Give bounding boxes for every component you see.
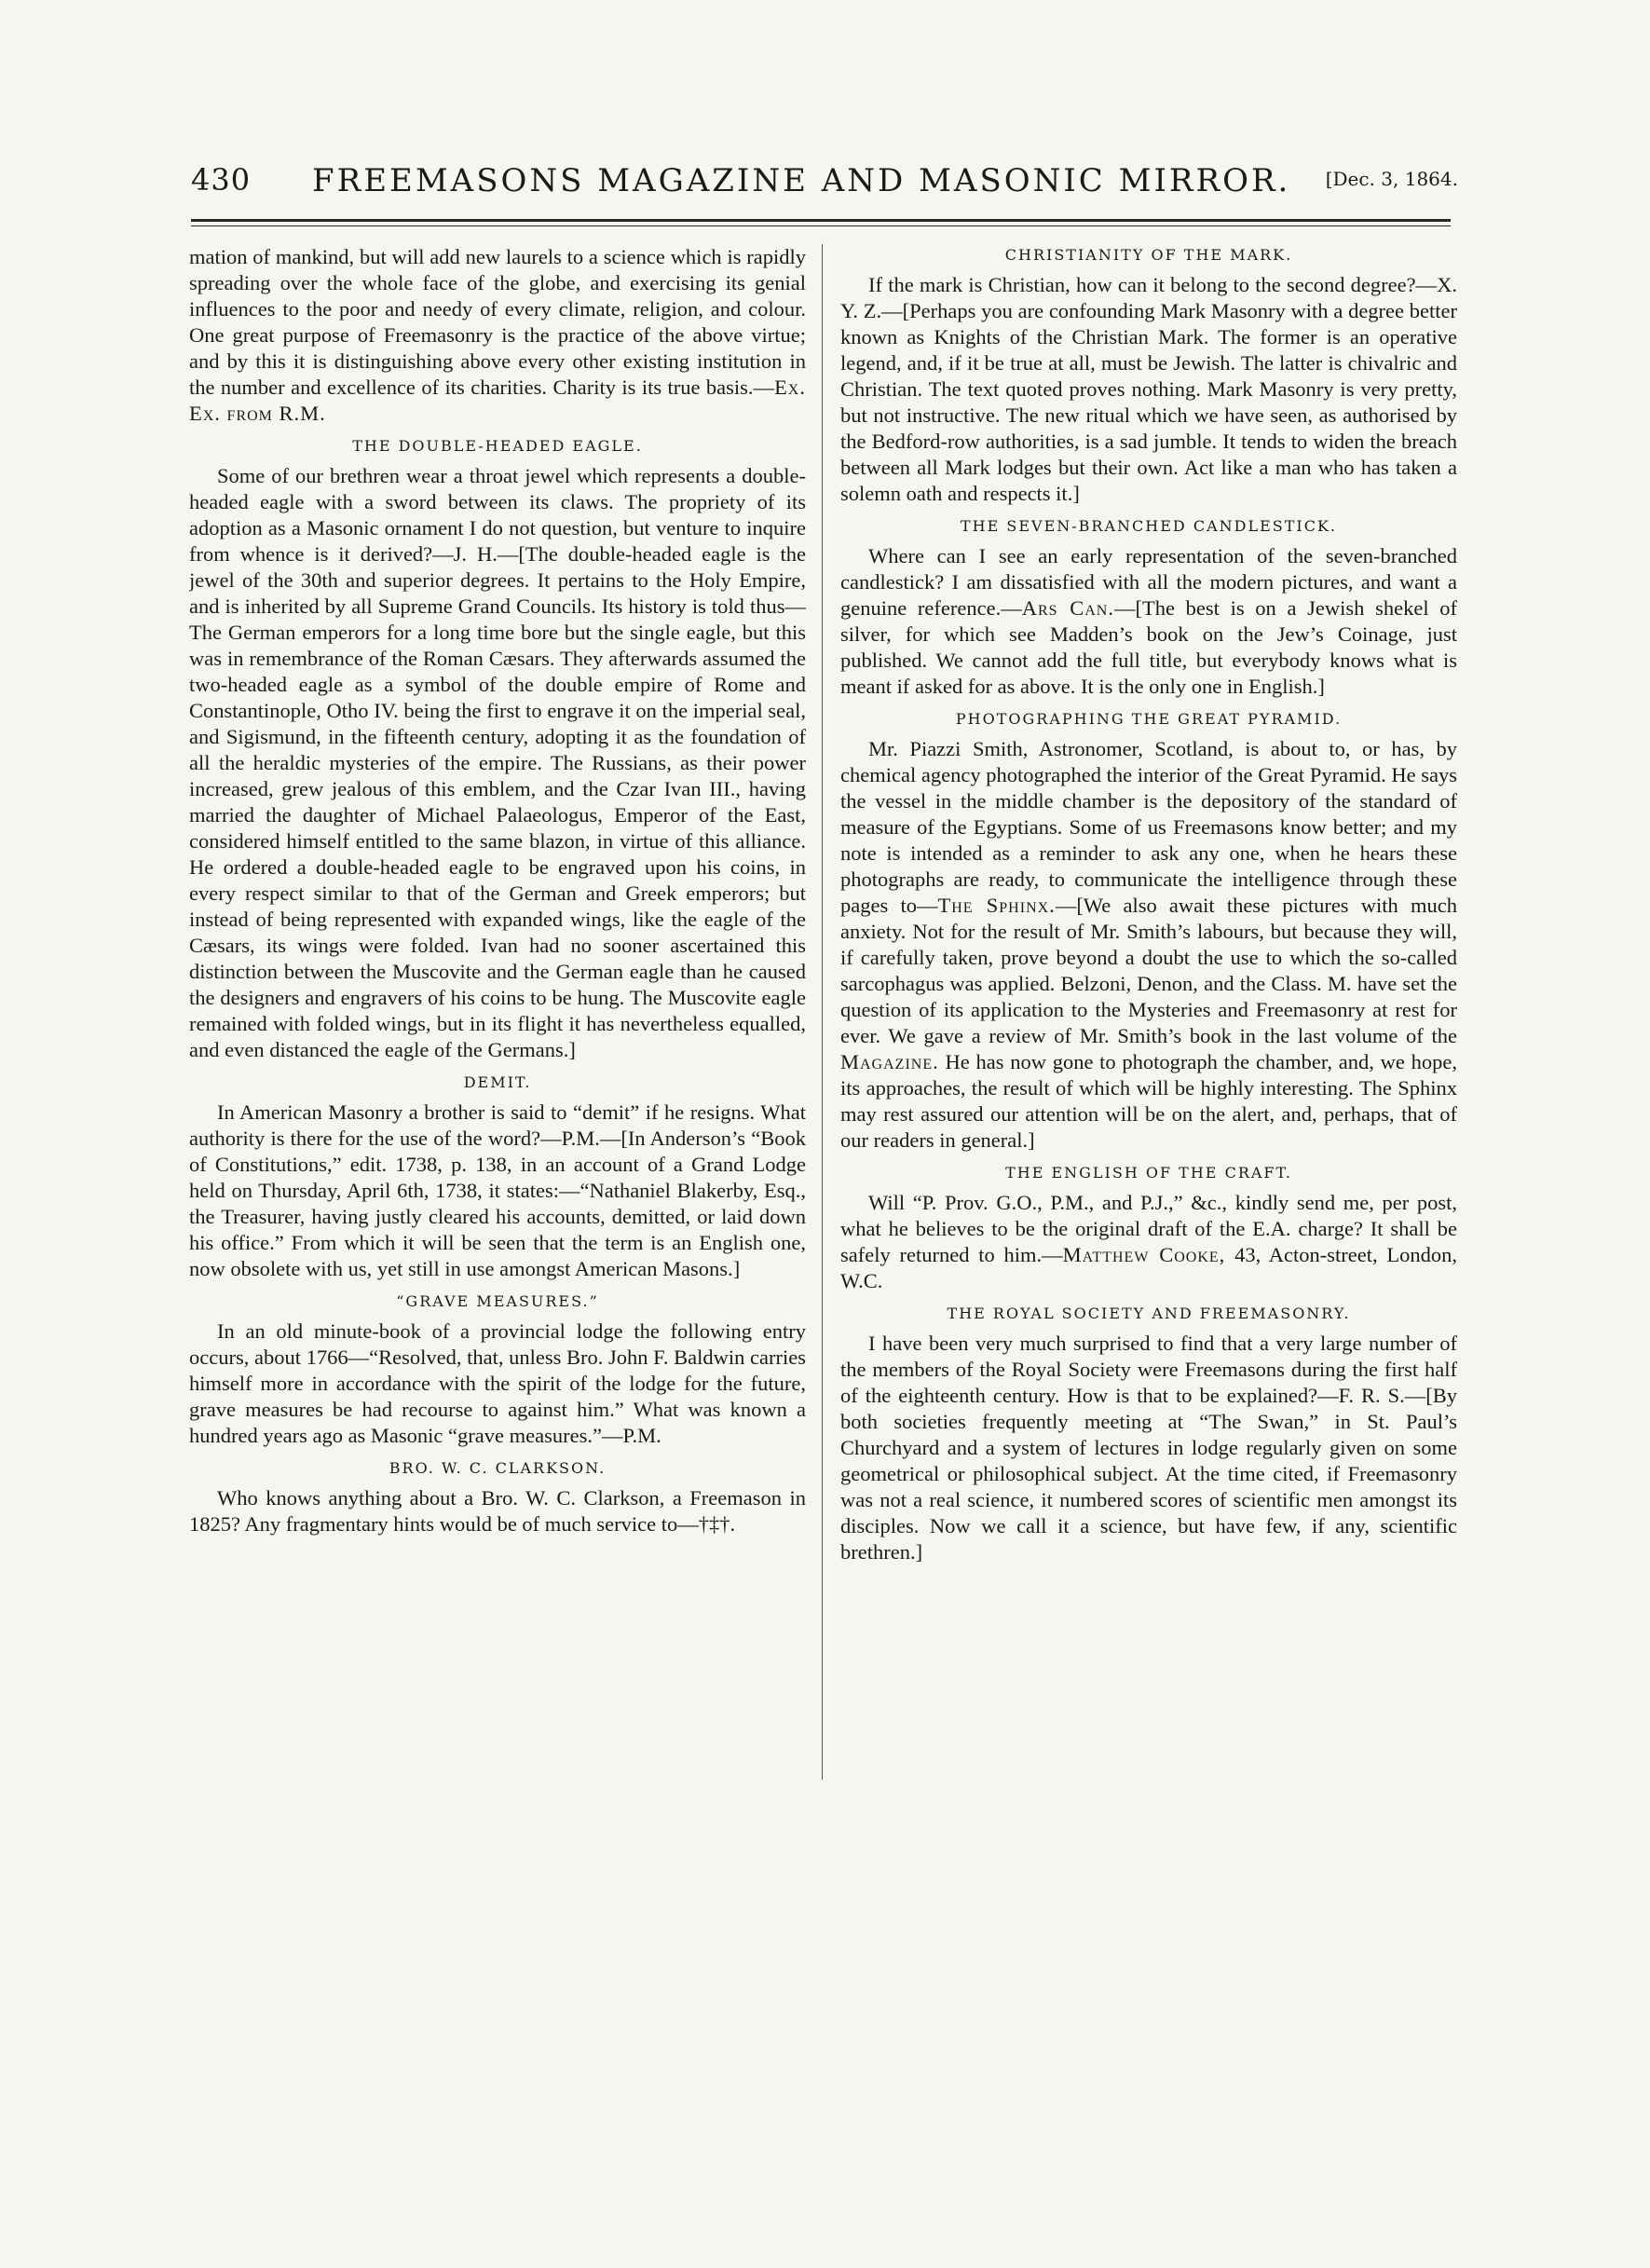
left-column xyxy=(189,244,806,1828)
pyramid-magazine-ref: Magazine. xyxy=(840,1050,939,1073)
section-text-candlestick xyxy=(840,543,1457,700)
section-text-clarkson: Who knows anything about a Bro. W. C. Clarkson, a Freemason in 1825? Any fragmentary hints would be of much service to—†‡†. xyxy=(189,1486,806,1536)
pyramid-query: Mr. Piazzi Smith, Astronomer, Scotland, is about to, or has, by chemical agency photographed the interior of the Great Pyramid. He says the vessel in the middle chamber is the depository of the standard of measure of the Egyptians. Some of us Freemasons know better; and my note is intended as a reminder to ask any one, when he hears these photographs are ready, to communicate the intelligence through these pages to— xyxy=(840,737,1457,917)
section-heading-pyramid: PHOTOGRAPHING THE GREAT PYRAMID. xyxy=(955,710,1343,728)
section-heading-royal-society: THE ROYAL SOCIETY AND FREEMASONRY. xyxy=(947,1305,1351,1322)
pyramid-answer: —[We also await these pictures with much anxiety. Not for the result of Mr. Smith’s labours, but because they will, if carefully taken, prove beyond a doubt the use to which the so-called sarcophagus was applied. Belzoni, Denon, and the Class. M. have set the question of its application to the Mysteries and Freemasonry at rest for ever. We gave a review of Mr. Smith’s book in the last volume of the xyxy=(840,894,1457,1047)
section-heading-mark: CHRISTIANITY OF THE MARK. xyxy=(1004,246,1293,264)
section-text-english-craft xyxy=(840,1190,1457,1294)
running-title: FREEMASONS MAGAZINE AND MASONIC MIRROR. xyxy=(312,162,1291,199)
section-text-royal-society: I have been very much surprised to find that a very large number of the members of the Royal Society were Freemasons during the first half of the eighteenth century. How is that to be explained?—F. R. S.—[By both societies frequently meeting at “The Swan,” in St. Paul’s Churchyard and a system of lectures in lodge regularly given on some geometrical or philosophical subject. At the time cited, if Freemasonry was not a real science, it numbered scores of scientific men amongst its disciples. Now we call it a science, but have few, if any, scientific brethren.] xyxy=(840,1332,1457,1564)
section-heading-grave-measures: “GRAVE MEASURES.” xyxy=(396,1292,599,1310)
candlestick-query: Where can I see an early representation of the seven-branched candlestick? I am dissatisfied with all the modern pictures, and want a genuine reference.— xyxy=(840,544,1457,620)
section-text-grave-measures: In an old minute-book of a provincial lodge the following entry occurs, about 1766—“Resolved, that, unless Bro. John F. Baldwin carries himself more in accordance with the spirit of the lodge for the future, grave measures be had recourse to against him.” What was known a hundred years ago as Masonic “grave measures.”—P.M. xyxy=(189,1319,806,1447)
page-header xyxy=(191,162,1458,211)
section-text-pyramid xyxy=(840,736,1457,1154)
section-heading-eagle: THE DOUBLE-HEADED EAGLE. xyxy=(352,437,643,455)
header-rule xyxy=(191,219,1451,222)
candlestick-signature: Ars Can. xyxy=(1021,596,1114,620)
pyramid-answer-end: He has now gone to photograph the chamber, and, we hope, its approaches, the result of which will be highly interesting. The Sphinx may rest assured our attention will be on the alert, and, perhaps, that of our readers in general.] xyxy=(840,1050,1457,1152)
section-heading-clarkson: BRO. W. C. CLARKSON. xyxy=(389,1459,607,1477)
section-text-demit: In American Masonry a brother is said to “demit” if he resigns. What authority is there for the use of the word?—P.M.—[In Anderson’s “Book of Constitutions,” edit. 1738, p. 138, in an account of a Grand Lodge held on Thursday, April 6th, 1738, it states:—“Nathaniel Blakerby, Esq., the Treasurer, having justly cleared his accounts, demitted, or laid down his office.” From which it will be seen that the term is an English one, now obsolete with us, yet still in use amongst American Masons.] xyxy=(189,1100,806,1280)
page-number: 430 xyxy=(191,162,252,198)
article-signature: Ex. Ex. from R.M. xyxy=(189,376,806,425)
english-craft-signature: Matthew Cooke, xyxy=(1062,1243,1226,1266)
right-column xyxy=(840,244,1457,1828)
pyramid-signature: The Sphinx. xyxy=(937,894,1056,917)
issue-date: [Dec. 3, 1864. xyxy=(1325,168,1458,190)
article-continuation-text: mation of mankind, but will add new laurels to a science which is rapidly spreading over the whole face of the globe, and exercising its genial influences to the poor and needy of every climate, religion, and colour. One great purpose of Freemasonry is the practice of the above virtue; and by this it is distinguishing above every other existing institution in the number and excellence of its charities. Charity is its true basis.— xyxy=(189,245,806,399)
header-rule-thin xyxy=(191,225,1451,226)
section-text-eagle: Some of our brethren wear a throat jewel which represents a double-headed eagle with a sword between its claws. The propriety of its adoption as a Masonic ornament I do not question, but venture to inquire from whence is it derived?—J. H.—[The double-headed eagle is the jewel of the 30th and superior degrees. It pertains to the Holy Empire, and is inherited by all Supreme Grand Councils. Its history is told thus—The German emperors for a long time bore but the single eagle, but this was in remembrance of the Roman Cæsars. They afterwards assumed the two-headed eagle as a symbol of the double empire of Rome and Constantinople, Otho IV. being the first to engrave it on the imperial seal, and Sigismund, in the fifteenth century, adopting it as the foundation of all the heraldic mysteries of the empire. The Russians, as their power increased, grew jealous of this emblem, and the Czar Ivan III., having married the daughter of Michael Palaeologus, Emperor of the East, considered himself entitled to the same blazon, in virtue of this alliance. He ordered a double-headed eagle to be engraved upon his coins, in every respect similar to that of the German and Greek emperors; but instead of being represented with expanded wings, like the eagle of the Cæsars, its wings were folded. Ivan had no sooner ascertained this distinction between the Muscovite and the German eagle than he caused the designers and engravers of his coins to be hung. The Muscovite eagle remained with folded wings, but in its flight it has nevertheless equalled, and even distanced the eagle of the Germans.] xyxy=(189,464,806,1061)
english-craft-address: 43, Acton-street, London, W.C. xyxy=(840,1243,1457,1292)
english-craft-query: Will “P. Prov. G.O., P.M., and P.J.,” &c., kindly send me, per post, what he believes to be the original draft of the E.A. charge? It shall be safely returned to him.— xyxy=(840,1191,1457,1266)
section-heading-demit: DEMIT. xyxy=(463,1073,532,1091)
candlestick-answer: —[The best is on a Jewish shekel of silver, for which see Madden’s book on the Jew’s Coinage, just published. We cannot add the full title, but everybody knows what is meant if asked for as above. It is the only one in English.] xyxy=(840,596,1457,698)
article-continuation xyxy=(189,244,806,427)
section-heading-english-craft: THE ENGLISH OF THE CRAFT. xyxy=(1005,1164,1292,1182)
column-divider xyxy=(822,244,823,1780)
section-text-mark: If the mark is Christian, how can it belong to the second degree?—X. Y. Z.—[Perhaps you are confounding Mark Masonry with a degree better known as Knights of the Christian Mark. The former is an operative legend, and, if it be true at all, must be Jewish. The latter is chivalric and Christian. The text quoted proves nothing. Mark Masonry is very pretty, but not instructive. The new ritual which we have seen, as authorised by the Bedford-row authorities, is a sad jumble. It tends to widen the breach between all Mark lodges but their own. Act like a man who has taken a solemn oath and respects it.] xyxy=(840,273,1457,505)
section-heading-candlestick: THE SEVEN-BRANCHED CANDLESTICK. xyxy=(961,517,1337,535)
